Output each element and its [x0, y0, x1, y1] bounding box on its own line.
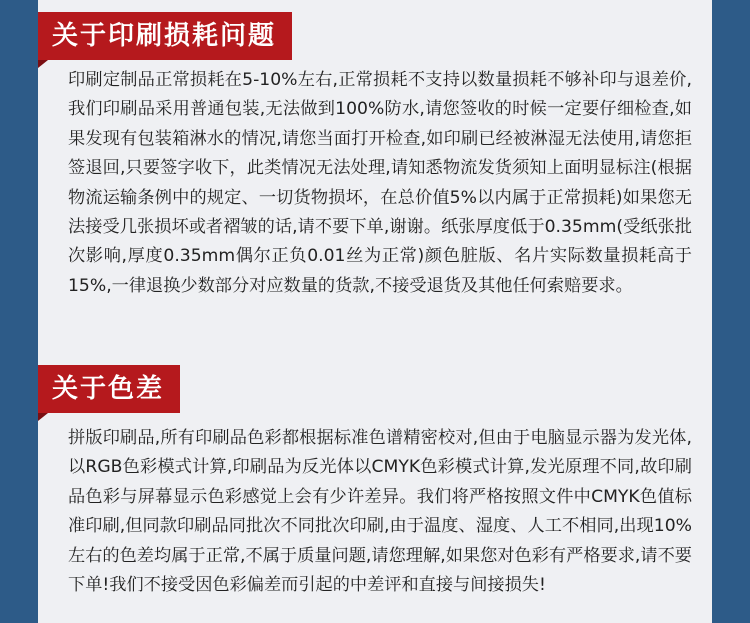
- section-body-printing-loss: 印刷定制品正常损耗在5-10%左右,正常损耗不支持以数量损耗不够补印与退差价,我们印刷品采用普通包装,无法做到100%防水,请您签收的时候一定要仔细检查,如果发现有包装箱淋水的情况,请您当面打开检查,如印刷已经被淋湿无法使用,请您拒签退回,只要签字收下，此类情况无法处理,请知悉物流发货须知上面明显标注(根据物流运输条例中的规定、一切货物损坏，在总价值5%以内属于正常损耗)如果您无法接受几张损坏或者褶皱的话,请不要下单,谢谢。纸张厚度低于0.35mm(受纸张批次影响,厚度0.35mm偶尔正负0.01丝为正常)颜色脏版、名片实际数量损耗高于15%,一律退换少数部分对应数量的货款,不接受退货及其他任何索赔要求。: [68, 70, 692, 296]
- section-title-color-diff: 关于色差: [38, 365, 180, 413]
- heading-fold-decoration: [38, 60, 48, 68]
- section-body-color-diff: 拼版印刷品,所有印刷品色彩都根据标准色谱精密校对,但由于电脑显示器为发光体,以RGB色彩模式计算,印刷品为反光体以CMYK色彩模式计算,发光原理不同,故印刷品色彩与屏幕显示色彩感觉上会有少许差异。我们将严格按照文件中CMYK色值标准印刷,但同款印刷品同批次不同批次印刷,由于温度、湿度、人工不相同,出现10%左右的色差均属于正常,不属于质量问题,请您理解,如果您对色彩有严格要求,请不要下单!我们不接受因色彩偏差而引起的中差评和直接与间接损失!: [68, 428, 692, 596]
- heading-fold-decoration: [38, 413, 48, 421]
- section-title-printing-loss: 关于印刷损耗问题: [38, 12, 292, 60]
